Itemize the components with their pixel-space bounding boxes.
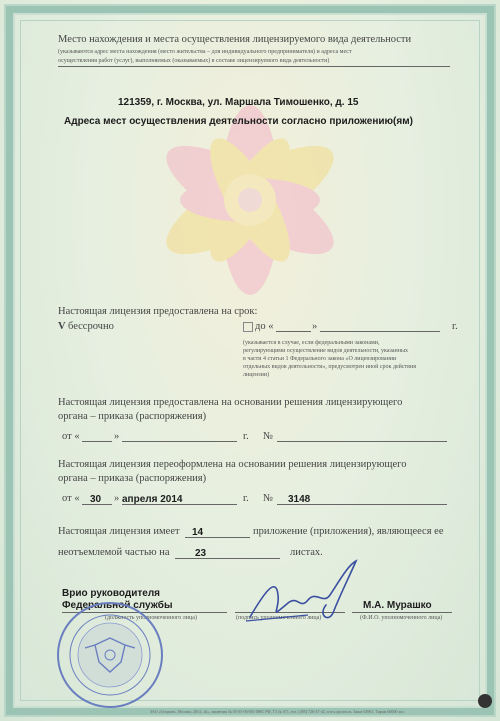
reissue-from-label: от « [62, 493, 80, 504]
reissue-line-2: органа – приказа (распоряжения) [58, 473, 207, 484]
basis-line-2: органа – приказа (распоряжения) [58, 411, 207, 422]
reissue-number: 3148 [288, 494, 311, 505]
name-caption: (Ф.И.О. уполномоченного лица) [360, 615, 443, 621]
location-note-2: осуществления работ (услуг), выполняемых (оказываемых) в составе лицензируемого вида деятельности) [58, 58, 330, 64]
basis-number-line [277, 441, 447, 442]
until-close-quote: » [312, 321, 318, 332]
basis-year: г. [243, 431, 249, 442]
reissue-line-1: Настоящая лицензия переоформлена на основании решения лицензирующего [58, 459, 407, 470]
term-note-1: (указывается в случае, если федеральными законами, [243, 340, 380, 346]
note-rule [58, 66, 450, 67]
basis-from-label: от « [62, 431, 80, 442]
reissue-day-line [82, 504, 112, 505]
term-label: Настоящая лицензия предоставлена на срок: [58, 306, 258, 317]
reissue-month-line [122, 504, 237, 505]
appendix-text-3: неотъемлемой частью на [58, 547, 170, 558]
reissue-number-line [277, 504, 447, 505]
basis-month-line [122, 441, 237, 442]
basis-number-label: № [263, 431, 274, 442]
reissue-year: г. [243, 493, 249, 504]
term-note-4: отдельных видов деятельности», предусмотрен иной срок действия [243, 364, 416, 370]
signer-role-2: Федеральной службы [62, 600, 173, 611]
check-mark: V [58, 321, 66, 332]
appendix-pages: 23 [195, 548, 207, 559]
printer-footer: ЗАО «Опцион», Москва, 2014, «Б», лицензия № 05-05-09/003 ФНС РФ, ТЗ № 071, тел. (495) 726-47-42, www.opcion.ru. Заказ 63961. Тираж 60000 экз. [150, 709, 405, 714]
basis-close-quote: » [114, 431, 120, 442]
until-year: г. [452, 321, 458, 332]
location-note-1: (указываются адрес места нахождения (место жительства – для индивидуального предпринимателя) и адреса мест [58, 49, 352, 55]
reissue-month-year: апреля 2014 [122, 494, 183, 505]
basis-day-line [82, 441, 112, 442]
until-label: до « [255, 321, 274, 332]
appendix-text-2: приложение (приложения), являющееся ее [253, 526, 444, 537]
until-checkbox [243, 322, 253, 332]
appendix-text-4: листах. [290, 547, 323, 558]
basis-line-1: Настоящая лицензия предоставлена на основании решения лицензирующего [58, 397, 403, 408]
handwritten-signature [238, 555, 368, 630]
indefinite-label: бессрочно [68, 321, 114, 332]
until-day-line [276, 331, 311, 332]
reissue-number-label: № [263, 493, 274, 504]
term-note-3: в части 4 статьи 1 Федерального закона «О лицензировании [243, 356, 397, 362]
reissue-close-quote: » [114, 493, 120, 504]
reissue-day: 30 [90, 494, 102, 505]
term-note-2: регулирующими осуществление видов деятельности, указанных [243, 348, 409, 354]
until-month-line [320, 331, 440, 332]
signer-name: М.А. Мурашко [363, 600, 432, 611]
term-note-5: лицензии) [243, 372, 270, 378]
appendix-count-line [185, 537, 250, 538]
official-seal [55, 600, 165, 710]
places-value: Адреса мест осуществления деятельности согласно приложению(ям) [64, 116, 413, 127]
role-caption: (должность уполномоченного лица) [105, 615, 197, 621]
sign-caption: (подпись уполномоченного лица) [236, 615, 322, 621]
appendix-text-1: Настоящая лицензия имеет [58, 526, 180, 537]
address-value: 121359, г. Москва, ул. Маршала Тимошенко, д. 15 [118, 97, 359, 108]
location-title: Место нахождения и места осуществления лицензируемого вида деятельности [58, 34, 412, 45]
signer-role-1: Врио руководителя [62, 588, 161, 599]
appendix-count: 14 [192, 527, 204, 538]
punch-hole [478, 694, 492, 708]
